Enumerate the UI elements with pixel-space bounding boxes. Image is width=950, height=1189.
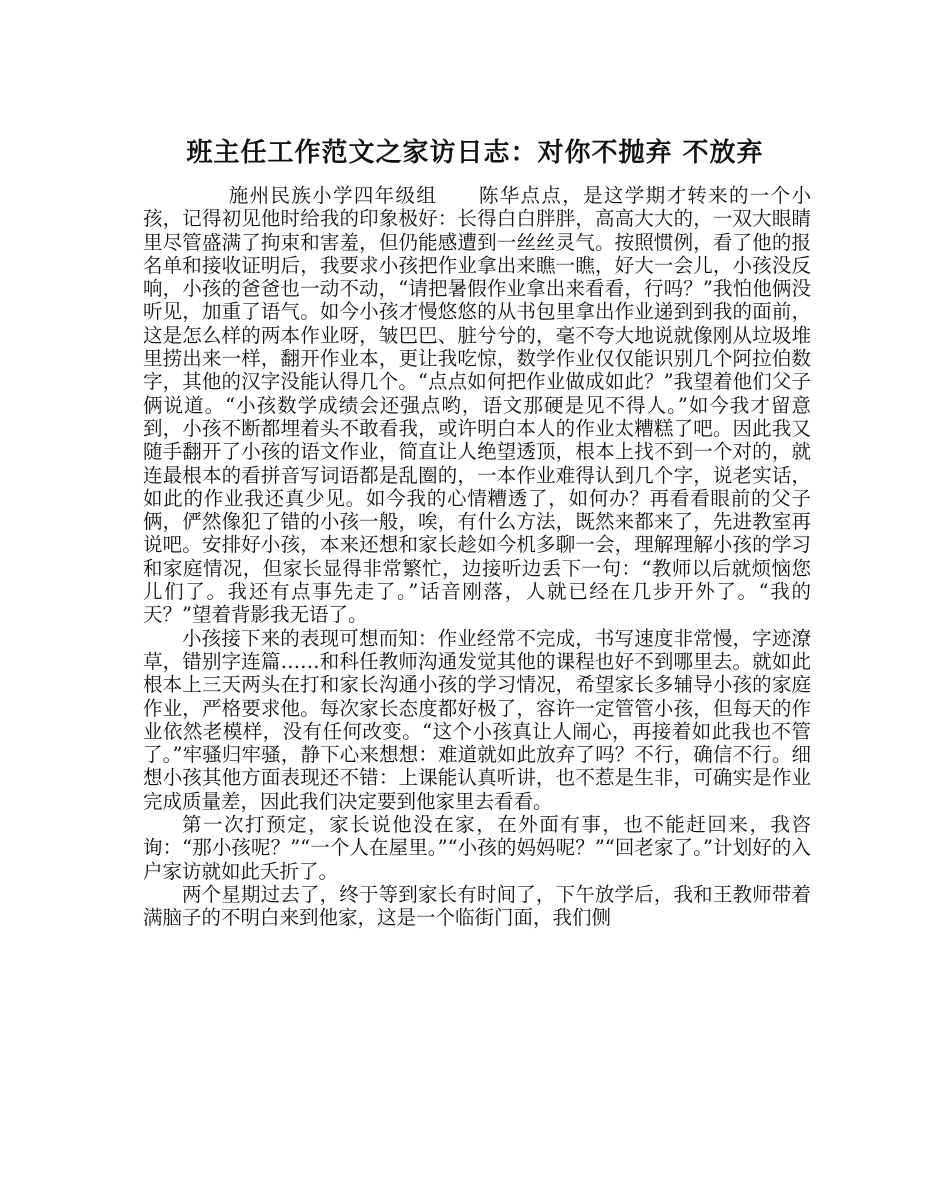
paragraph-2: 小孩接下来的表现可想而知：作业经常不完成，书写速度非常慢，字迹潦草，错别字连篇……和科任教师沟通发觉其他的课程也好不到哪里去。就如此根本上三天两头在打和家长沟通小孩的学习情况，希望家长多辅导小孩的家庭作业，严格要求他。每次家长态度都好极了，容许一定管管小孩，但每天的作业依然老模样，没有任何改变。“这个小孩真让人闹心，再接着如此我也不管了。”牢骚归牢骚，静下心来想想：难道就如此放弃了吗？不行，确信不行。细想小孩其他方面表现还不错：上课能认真听讲，也不惹是生非，可确实是作业完成质量差，因此我们决定要到他家里去看看。 xyxy=(143,626,811,813)
paragraph-4: 两个星期过去了，终于等到家长有时间了，下午放学后，我和王教师带着满脑子的不明白来到他家，这是一个临街门面，我们侧 xyxy=(143,882,811,930)
paragraph-1: 施州民族小学四年级组 陈华点点，是这学期才转来的一个小孩，记得初见他时给我的印象极好：长得白白胖胖，高高大大的，一双大眼睛里尽管盛满了拘束和害羞，但仍能感遭到一丝丝灵气。按照惯例，看了他的报名单和接收证明后，我要求小孩把作业拿出来瞧一瞧，好大一会儿，小孩没反响，小孩的爸爸也一动不动，“请把暑假作业拿出来看看，行吗？”我怕他俩没听见，加重了语气。如今小孩才慢悠悠的从书包里拿出作业递到到我的面前，这是怎么样的两本作业呀，皱巴巴、脏兮兮的，毫不夸大地说就像刚从垃圾堆里捞出来一样，翻开作业本，更让我吃惊，数学作业仅仅能识别几个阿拉伯数字，其他的汉字没能认得几个。“点点如何把作业做成如此？”我望着他们父子俩说道。“小孩数学成绩会还强点哟，语文那硬是见不得人。”如今我才留意到，小孩不断都埋着头不敢看我，或许明白本人的作业太糟糕了吧。因此我又随手翻开了小孩的语文作业，简直让人绝望透顶，根本上找不到一个对的，就连最根本的看拼音写词语都是乱圈的，一本作业难得认到几个字，说老实话，如此的作业我还真少见。如今我的心情糟透了，如何办？再看看眼前的父子俩，俨然像犯了错的小孩一般，唉，有什么方法，既然来都来了，先进教室再说吧。安排好小孩，本来还想和家长趁如今机多聊一会，理解理解小孩的学习和家庭情况，但家长显得非常繁忙，边接听边丢下一句：“教师以后就烦恼您儿们了。我还有点事先走了。”话音刚落，人就已经在几步开外了。“我的天？”望着背影我无语了。 xyxy=(143,184,811,627)
paragraph-3: 第一次打预定，家长说他没在家，在外面有事，也不能赶回来，我咨询：“那小孩呢？”“一个人在屋里。”“小孩的妈妈呢？”“回老家了。”计划好的入户家访就如此夭折了。 xyxy=(143,813,811,883)
document-body xyxy=(143,184,811,930)
document-title: 班主任工作范文之家访日志：对你不抛弃 不放弃 xyxy=(186,138,764,168)
